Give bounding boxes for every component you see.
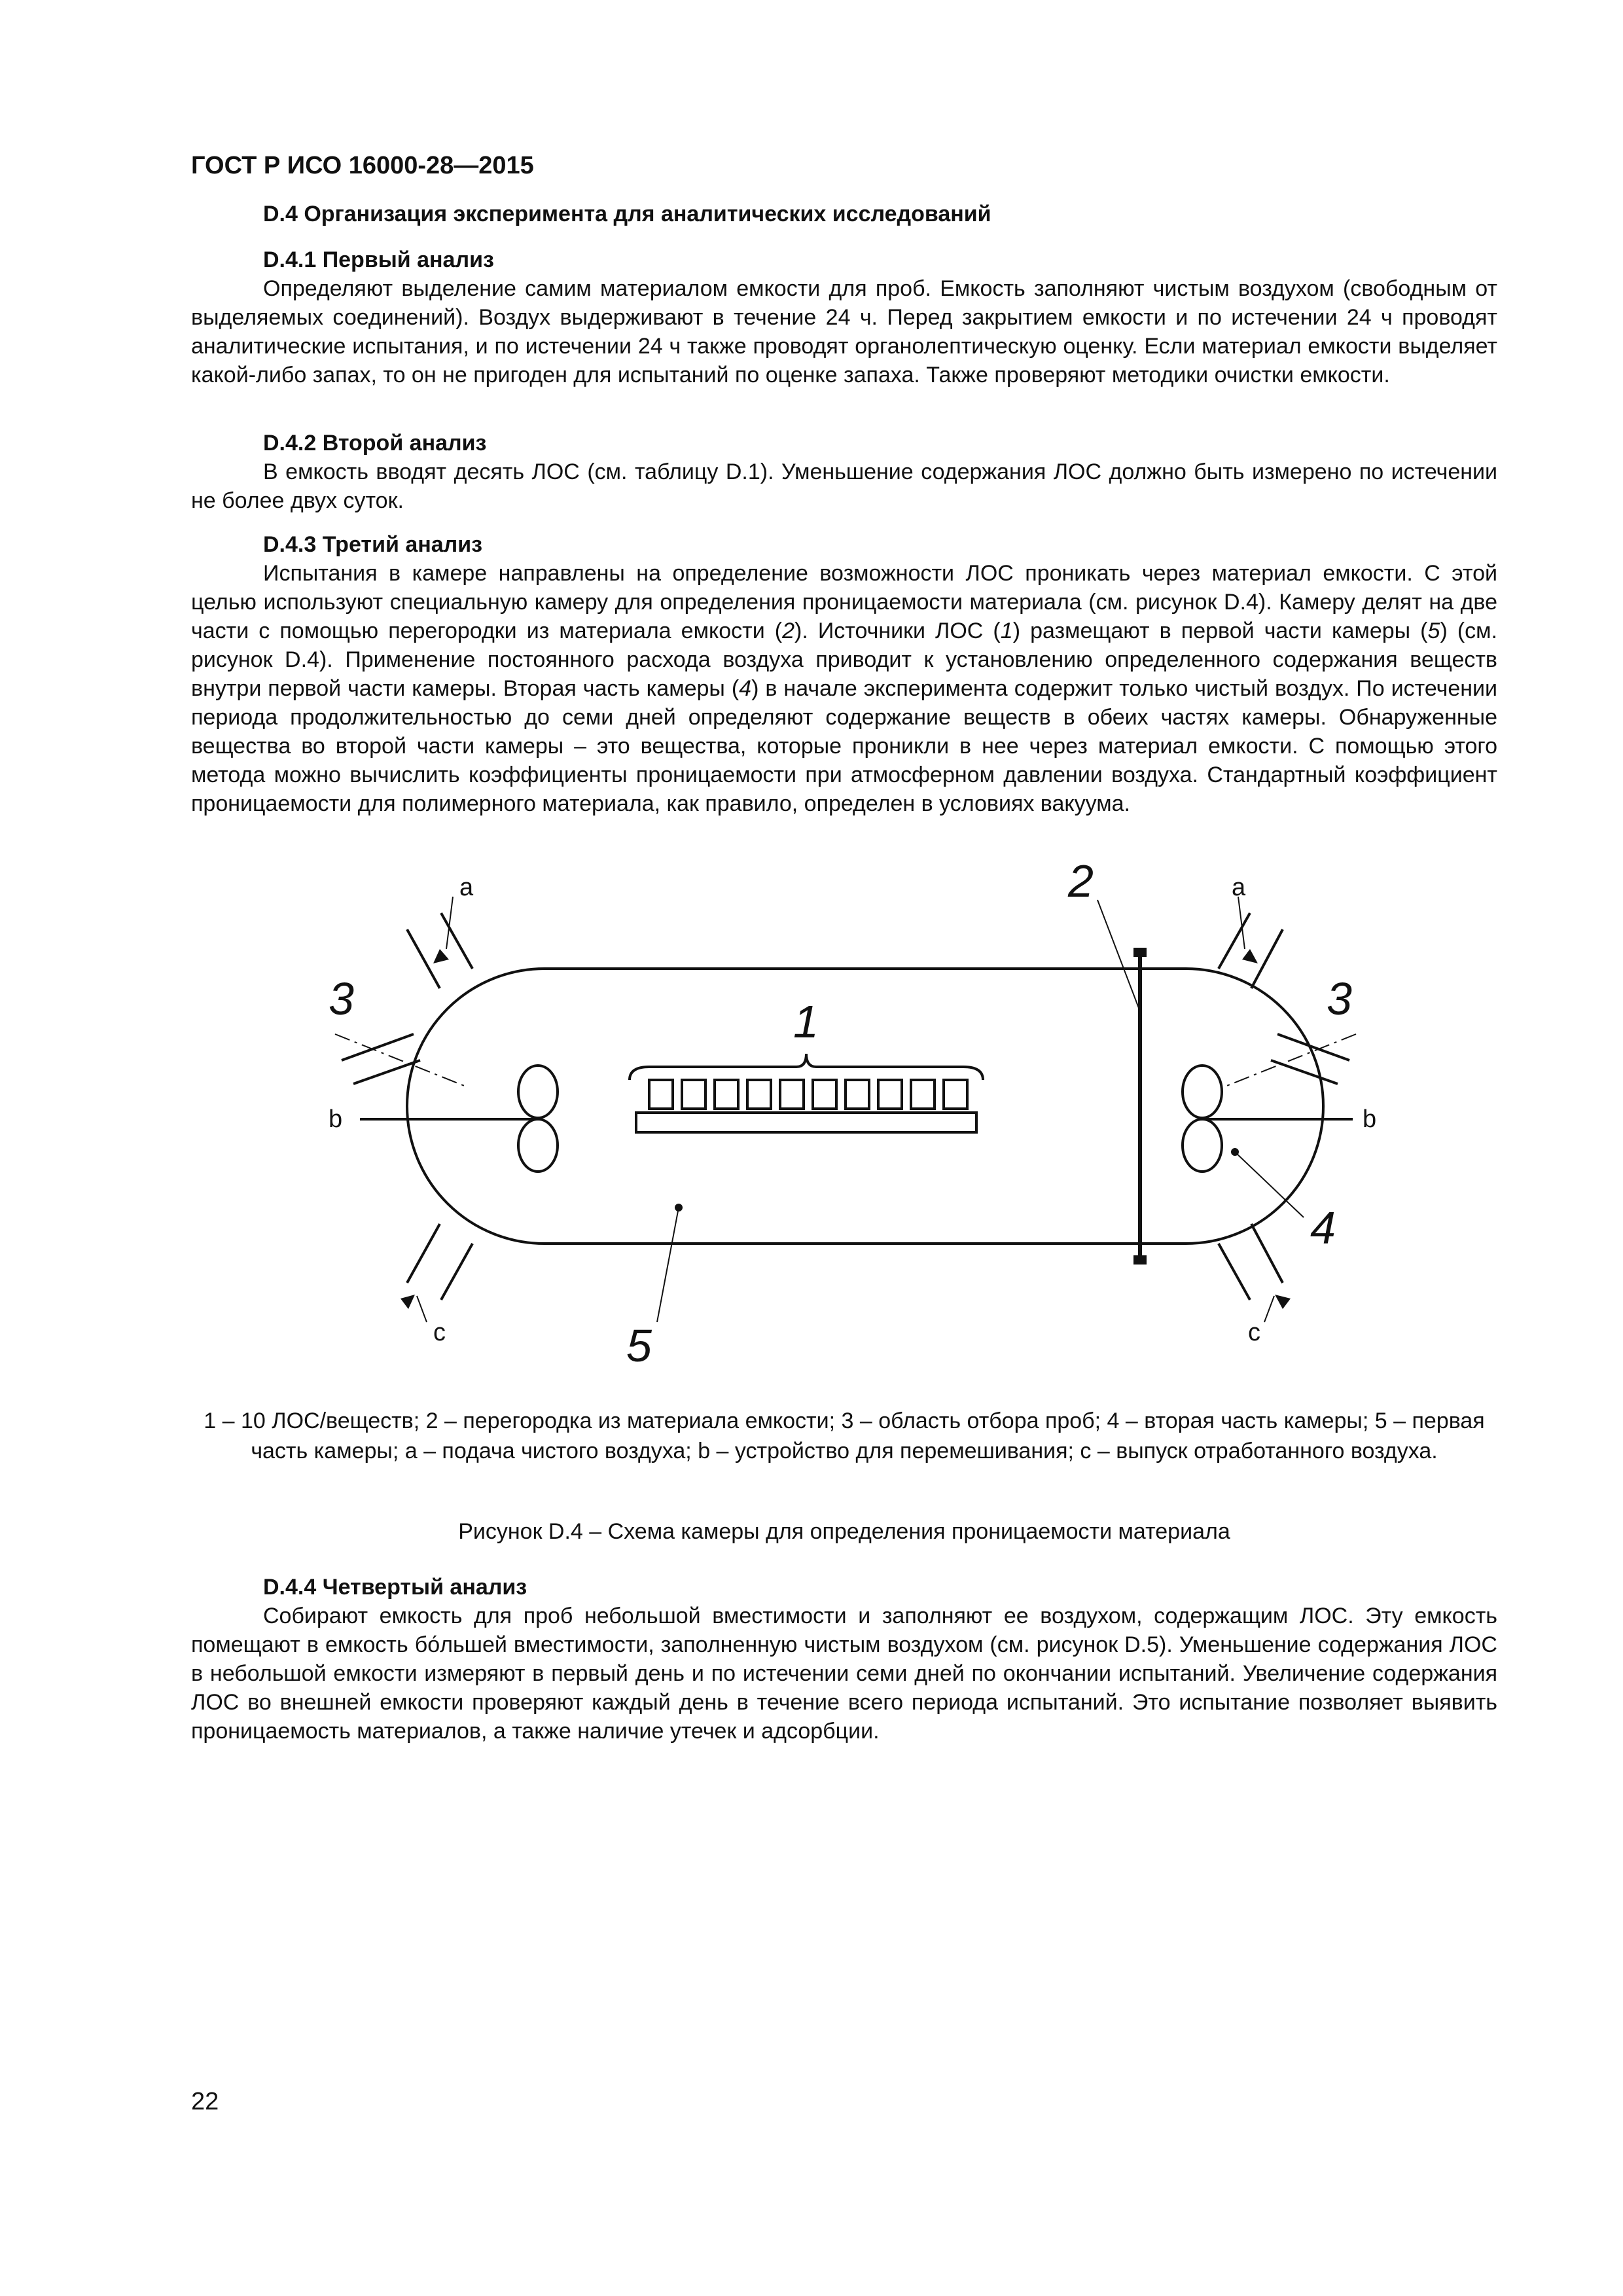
section-heading: D.4 Организация эксперимента для аналитических исследований [263,202,991,226]
analysis-1 [191,245,1497,389]
analysis-4-heading: D.4.4 Четвертый анализ [263,1575,527,1600]
document-header: ГОСТ Р ИСО 16000-28—2015 [191,152,534,179]
label-2: 2 [1068,855,1094,906]
figure-caption: Рисунок D.4 – Схема камеры для определения проницаемости материала [458,1519,1230,1544]
arrowheads [401,949,1291,1309]
analysis-2-text: В емкость вводят десять ЛОС (см. таблицу D.1). Уменьшение содержания ЛОС должно быть измерено по истечении не более двух суток. [191,459,1497,513]
chamber-diagram [191,851,1497,1388]
voc-sources [630,1054,983,1132]
marker-dot [675,1204,683,1211]
label-c-left: c [433,1319,446,1346]
analysis-3-text-part: ) размещают в первой части камеры ( [1012,619,1428,643]
analysis-3-text-part: ). Источники ЛОС ( [794,619,1001,643]
analysis-3-heading: D.4.3 Третий анализ [263,532,483,557]
analysis-3-text-part: ) в начале эксперимента содержит только чистый воздух. По истечении периода продолжительностью до семи дней определяют содержание веществ в обеих частях камеры. Обнаруженные вещества во второй части камеры – это вещества, которые проникли в нее через материал емкости. С помощью этого метода можно вычислить коэффициенты проницаемости при атмосферном давлении воздуха. Стандартный коэффициент проницаемости для полимерного материала, как правило, определен в условиях вакуума. [191,676,1497,816]
label-3-left: 3 [329,973,354,1024]
analysis-4-text: Собирают емкость для проб небольшой вместимости и заполняют ее воздухом, содержащим ЛОС. Эту емкость помещают в емкость бо́льшей вместимости, заполненную чистым воздухом (см. рисунок D.5). Уменьшение содержания ЛОС в небольшой емкости измеряют в первый день и по истечении семи дней по окончании испытаний. Увеличение содержания ЛОС во внешней емкости проверяют каждый день в течение всего периода испытаний. Это испытание позволяет выявить проницаемость материалов, а также наличие утечек и адсорбции. [191,1604,1497,1744]
marker-dot [1231,1148,1239,1156]
analysis-3-text [191,559,1497,818]
label-b-left: b [329,1105,343,1133]
mixer-left [360,1066,558,1172]
label-4: 4 [1310,1202,1336,1253]
analysis-3 [191,530,1497,818]
figure-legend: 1 – 10 ЛОС/веществ; 2 – перегородка из материала емкости; 3 – область отбора проб; 4 – вторая часть камеры; 5 – первая часть камеры; a – подача чистого воздуха; b – устройство для перемешивания; c – выпуск отработанного воздуха. [204,1408,1485,1463]
label-a-right: a [1232,874,1246,901]
analysis-4 [191,1573,1497,1746]
analysis-2-heading: D.4.2 Второй анализ [263,431,487,456]
ref-number: 4 [739,676,752,701]
label-b-right: b [1363,1105,1377,1133]
chamber-figure [191,851,1497,1388]
section-d4 [191,200,1497,228]
ref-number: 2 [782,619,794,643]
analysis-3-text-part: Испытания в камере направлены на определение возможности ЛОС проникать через материал емкости. С этой целью используют специальную камеру для определения проницаемости материала (см. рисунок D.4). Камеру делят на две части с помощью перегородки из материала емкости ( [191,561,1497,643]
label-c-right: c [1248,1319,1260,1346]
ref-number: 1 [1000,619,1013,643]
page-number: 22 [191,2088,219,2115]
label-a-left: a [459,874,474,901]
label-5: 5 [626,1320,652,1371]
ref-number: 5 [1427,619,1440,643]
label-1: 1 [793,996,819,1047]
partition [1133,948,1147,1265]
analysis-2 [191,429,1497,515]
analysis-3-text-part: ) (см. рисунок D.4). Применение постоянного расхода воздуха приводит к установлению определенного содержания веществ внутри первой части камеры. Вторая часть камеры ( [191,619,1497,701]
analysis-1-text: Определяют выделение самим материалом емкости для проб. Емкость заполняют чистым воздухом (свободным от выделяемых соединений). Воздух выдерживают в течение 24 ч. Перед закрытием емкости и по истечении 24 ч проводят аналитические испытания, и по истечении 24 ч также проводят органолептическую оценку. Если материал емкости выделяет какой-либо запах, то он не пригоден для испытаний по оценке запаха. Также проверяют методики очистки емкости. [191,276,1497,387]
analysis-1-heading: D.4.1 Первый анализ [263,247,494,272]
label-3-right: 3 [1327,973,1352,1024]
